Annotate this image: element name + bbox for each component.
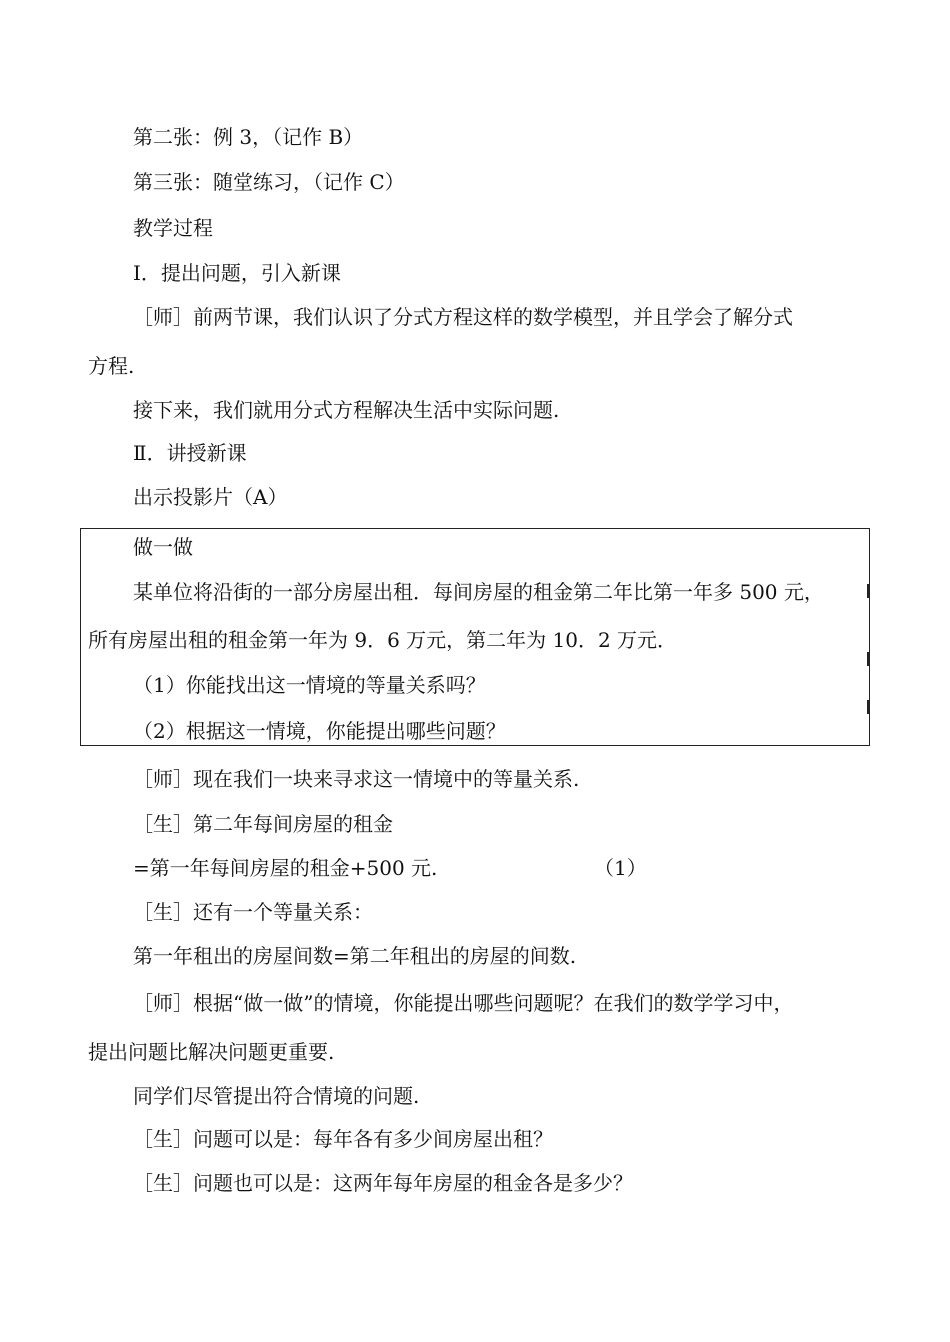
box-question-1: （1）你能找出这一情境的等量关系吗？	[133, 673, 486, 697]
student-paragraph-3: ［生］问题可以是：每年各有多少间房屋出租？	[133, 1127, 553, 1151]
teacher-paragraph-3-line-3: 同学们尽管提出符合情境的问题.	[133, 1084, 420, 1108]
teacher-paragraph-3-line-1: ［师］根据“做一做”的情境，你能提出哪些问题呢？在我们的数学学习中，	[133, 991, 794, 1015]
student-paragraph-1-line-1: ［生］第二年每间房屋的租金	[133, 812, 393, 836]
teacher-paragraph-2: ［师］现在我们一块来寻求这一情境中的等量关系.	[133, 767, 580, 791]
heading-1: Ⅰ．提出问题，引入新课	[133, 261, 341, 285]
heading-2: Ⅱ．讲授新课	[133, 441, 247, 465]
box-edge-mark	[867, 584, 869, 598]
student-paragraph-2: ［生］还有一个等量关系：	[133, 900, 373, 924]
section-title: 教学过程	[133, 216, 213, 240]
box-edge-mark	[867, 652, 869, 666]
equation-label-1: （1）	[594, 856, 647, 880]
student-paragraph-1-line-2: =第一年每间房屋的租金+500 元.	[133, 856, 438, 880]
teacher-paragraph-1-line-1: ［师］前两节课，我们认识了分式方程这样的数学模型，并且学会了解分式	[133, 305, 793, 329]
show-slide-line: 出示投影片（A）	[133, 485, 288, 509]
teacher-paragraph-3-line-2: 提出问题比解决问题更重要.	[88, 1040, 335, 1064]
box-paragraph-line-1: 某单位将沿街的一部分房屋出租．每间房屋的租金第二年比第一年多 500 元，	[133, 580, 824, 604]
paragraph-next: 接下来，我们就用分式方程解决生活中实际问题.	[133, 398, 560, 422]
text-line-second-slide: 第二张：例 3，（记作 B）	[133, 125, 364, 149]
box-title: 做一做	[133, 535, 193, 559]
relation-line-2: 第一年租出的房屋间数=第二年租出的房屋的间数.	[133, 944, 577, 968]
box-paragraph-line-2: 所有房屋出租的租金第一年为 9．6 万元，第二年为 10．2 万元．	[88, 628, 678, 652]
text-line-third-slide: 第三张：随堂练习，（记作 C）	[133, 170, 405, 194]
box-edge-mark	[867, 700, 869, 714]
student-paragraph-4: ［生］问题也可以是：这两年每年房屋的租金各是多少？	[133, 1171, 633, 1195]
teacher-paragraph-1-line-2: 方程.	[88, 354, 135, 378]
box-question-2: （2）根据这一情境，你能提出哪些问题？	[133, 719, 506, 743]
